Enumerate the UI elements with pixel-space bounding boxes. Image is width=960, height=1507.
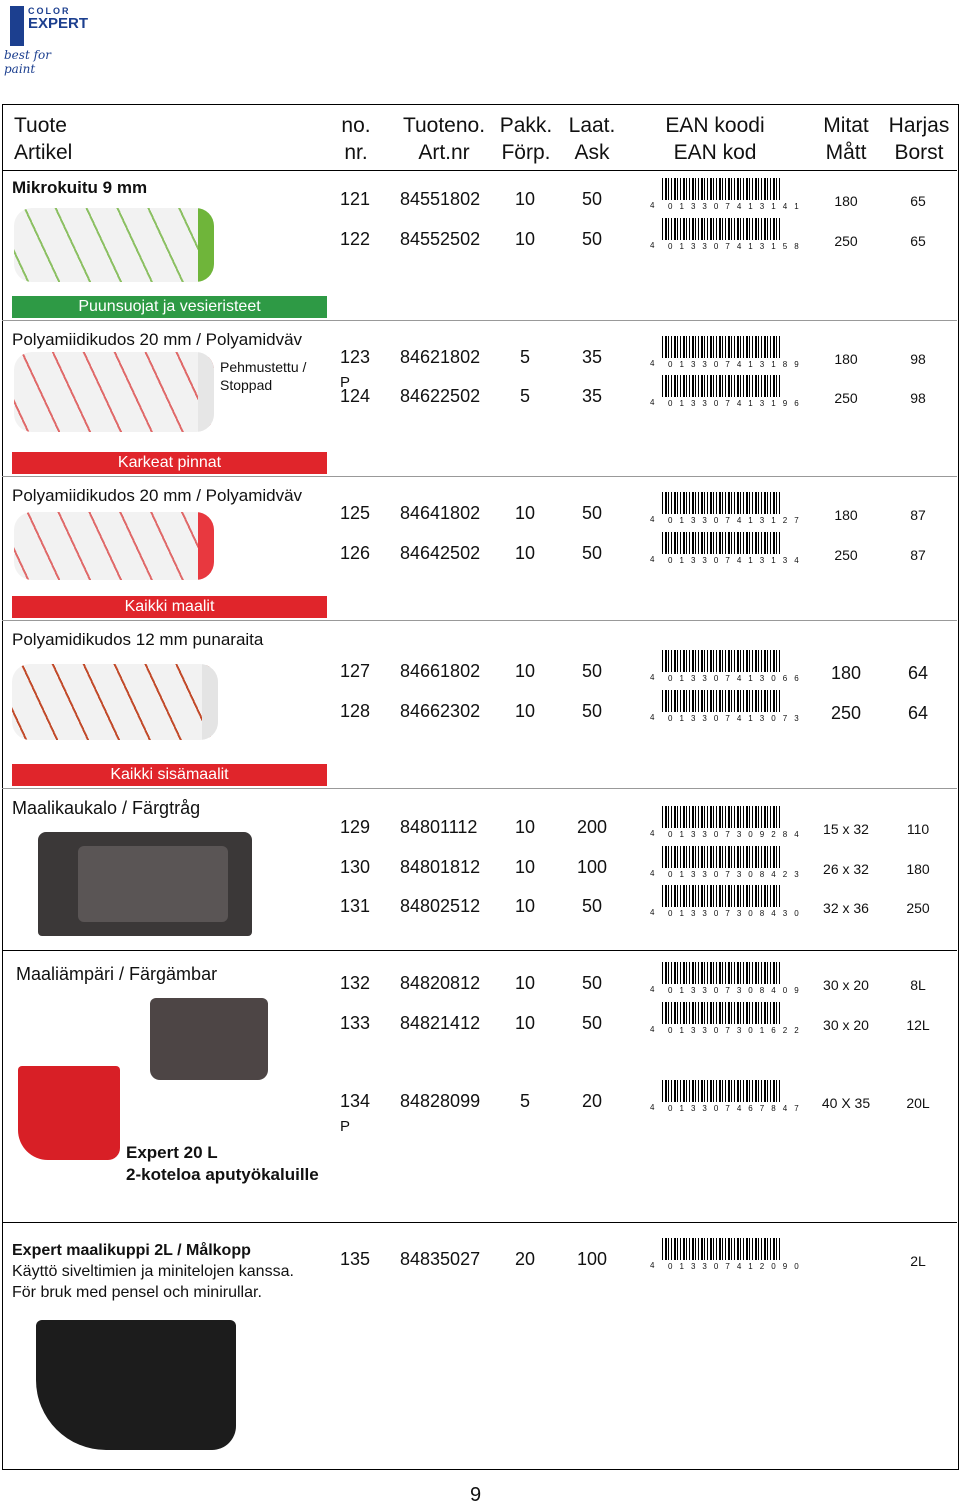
pack-quantity: 10 — [514, 973, 536, 993]
bristle-value: 110 — [906, 821, 930, 837]
dimension: 250 — [830, 703, 862, 723]
row-divider — [2, 476, 957, 477]
ean-first-digit: 4 — [650, 908, 655, 917]
header-ean: EAN koodi EAN kod — [665, 114, 765, 164]
ean-barcode — [650, 650, 802, 684]
row-number: 131 — [340, 896, 371, 916]
ean-digits: 0 1 3 3 0 7 4 1 3 1 2 7 — [668, 516, 802, 525]
row-number: 133 — [340, 1013, 371, 1033]
box-quantity: 50 — [581, 229, 603, 249]
dimension: 250 — [834, 233, 858, 249]
product-title: Maalikaukalo / Färgtråg — [12, 798, 201, 818]
logo-color-text: COLOR — [28, 6, 71, 16]
barcode-icon — [662, 885, 782, 907]
box-quantity: 50 — [581, 1013, 603, 1033]
box-quantity: 50 — [581, 896, 603, 916]
ean-barcode — [650, 962, 802, 996]
paint-bucket-icon — [18, 1066, 120, 1160]
dimension: 32 x 36 — [823, 900, 869, 916]
article-number: 84801112 — [400, 817, 478, 837]
pack-quantity: 5 — [519, 1091, 530, 1111]
barcode-icon — [662, 218, 782, 240]
ean-digits: 0 1 3 3 0 7 4 1 3 1 4 1 — [668, 202, 802, 211]
row-number: 125 — [340, 503, 371, 523]
article-number: 84662302 — [400, 701, 481, 721]
row-number: 122 — [340, 229, 371, 249]
article-number: 84551802 — [400, 189, 481, 209]
ean-digits: 0 1 3 3 0 7 4 1 3 1 3 4 — [668, 556, 802, 565]
barcode-icon — [662, 806, 782, 828]
ean-digits: 0 1 3 3 0 7 3 0 8 4 2 3 — [668, 870, 802, 879]
article-number: 84552502 — [400, 229, 481, 249]
ean-barcode — [650, 492, 802, 526]
expert-logo — [4, 4, 89, 76]
row-number: 127 — [340, 661, 371, 681]
paint-tray-icon — [38, 832, 252, 936]
article-number: 84828099 — [400, 1091, 481, 1111]
article-number: 84621802 — [400, 347, 481, 367]
box-quantity: 100 — [576, 1249, 608, 1269]
bristle-value: 98 — [910, 351, 926, 367]
header-harjas: Harjas Borst — [888, 114, 950, 164]
article-number: 84821412 — [400, 1013, 481, 1033]
paint-cup-icon — [36, 1320, 236, 1450]
dimension: 180 — [834, 351, 858, 367]
category-band: Puunsuojat ja vesieristeet — [12, 296, 327, 318]
header-tuote: Tuote Artikel — [14, 114, 73, 164]
box-quantity: 50 — [581, 701, 603, 721]
barcode-icon — [662, 962, 782, 984]
paint-roller-icon — [12, 664, 218, 740]
pack-quantity: 20 — [514, 1249, 536, 1269]
row-number: 129 — [340, 817, 371, 837]
pack-quantity: 10 — [514, 817, 536, 837]
ean-digits: 0 1 3 3 0 7 4 1 3 1 9 6 — [668, 399, 802, 408]
bristle-value: 98 — [910, 390, 926, 406]
paint-roller-icon — [14, 352, 214, 432]
row-number: 128 — [340, 701, 371, 721]
bristle-value: 87 — [910, 547, 926, 563]
pack-quantity: 10 — [514, 543, 536, 563]
box-quantity: 100 — [576, 857, 608, 877]
bristle-value: 65 — [910, 233, 926, 249]
row-number: 126 — [340, 543, 371, 563]
ean-digits: 0 1 3 3 0 7 4 1 3 1 8 9 — [668, 360, 802, 369]
row-number: 130 — [340, 857, 371, 877]
barcode-icon — [662, 492, 782, 514]
ean-barcode — [650, 1080, 802, 1114]
article-number: 84642502 — [400, 543, 481, 563]
row-number: 124 — [340, 386, 371, 406]
logo-e-mark-icon — [10, 6, 24, 46]
box-quantity: 50 — [581, 503, 603, 523]
ean-first-digit: 4 — [650, 869, 655, 878]
ean-digits: 0 1 3 3 0 7 4 1 3 0 6 6 — [668, 674, 802, 683]
bristle-value: 180 — [906, 861, 930, 877]
ean-first-digit: 4 — [650, 673, 655, 682]
row-divider — [2, 950, 957, 951]
ean-barcode — [650, 1002, 802, 1036]
barcode-icon — [662, 650, 782, 672]
ean-barcode — [650, 218, 802, 252]
box-quantity: 50 — [581, 543, 603, 563]
pack-quantity: 10 — [514, 503, 536, 523]
box-quantity: 50 — [581, 189, 603, 209]
ean-first-digit: 4 — [650, 555, 655, 564]
article-number: 84622502 — [400, 386, 481, 406]
dimension: 15 x 32 — [823, 821, 869, 837]
barcode-icon — [662, 532, 782, 554]
bristle-value: 64 — [907, 663, 929, 683]
dimension: 26 x 32 — [823, 861, 869, 877]
ean-barcode — [650, 375, 802, 409]
bristle-value: 87 — [910, 507, 926, 523]
row-number: 121 — [340, 189, 371, 209]
ean-digits: 0 1 3 3 0 7 3 0 9 2 8 4 — [668, 830, 802, 839]
row-number: 132 — [340, 973, 371, 993]
paint-bucket-icon — [150, 998, 268, 1080]
bristle-value: 20L — [906, 1095, 930, 1111]
ean-barcode — [650, 690, 802, 724]
dimension: 40 X 35 — [821, 1095, 871, 1111]
product-description: Expert maalikuppi 2L / Målkopp Käyttö siveltimien ja minitelojen kanssa. För bruk med pensel och minirullar. — [12, 1242, 294, 1301]
ean-first-digit: 4 — [650, 1025, 655, 1034]
box-quantity: 50 — [581, 973, 603, 993]
box-quantity: 35 — [581, 347, 603, 367]
barcode-icon — [662, 1002, 782, 1024]
ean-barcode — [650, 885, 802, 919]
pack-quantity: 10 — [514, 896, 536, 916]
ean-barcode — [650, 806, 802, 840]
header-pakk: Pakk. Förp. — [499, 114, 553, 164]
box-quantity: 50 — [581, 661, 603, 681]
pallet-suffix: P — [340, 374, 351, 391]
box-quantity: 35 — [581, 386, 603, 406]
row-divider — [2, 620, 957, 621]
article-number: 84661802 — [400, 661, 481, 681]
logo-expert-text: EXPERT — [28, 15, 89, 32]
category-band: Kaikki sisämaalit — [12, 764, 327, 786]
article-number: 84835027 — [400, 1249, 481, 1269]
category-band: Karkeat pinnat — [12, 452, 327, 474]
header-no: no. nr. — [341, 114, 371, 164]
pallet-suffix: P — [340, 1118, 351, 1135]
paint-roller-icon — [14, 512, 214, 580]
ean-barcode — [650, 532, 802, 566]
ean-digits: 0 1 3 3 0 7 3 0 8 4 0 9 — [668, 986, 802, 995]
ean-digits: 0 1 3 3 0 7 4 1 3 1 5 8 — [668, 242, 802, 251]
product-title: Maaliämpäri / Färgämbar — [16, 964, 218, 984]
header-tuoteno: Tuoteno. Art.nr — [402, 114, 486, 164]
row-divider — [2, 788, 957, 789]
dimension: 30 x 20 — [823, 1017, 869, 1033]
header-divider — [2, 170, 957, 171]
ean-barcode — [650, 846, 802, 880]
pack-quantity: 10 — [514, 229, 536, 249]
product-title: Polyamiidikudos 20 mm / Polyamidväv — [12, 486, 303, 505]
article-number: 84801812 — [400, 857, 481, 877]
dimension: 180 — [830, 663, 862, 683]
bristle-value: 64 — [907, 703, 929, 723]
paint-roller-icon — [14, 208, 214, 282]
dimension: 180 — [834, 193, 858, 209]
ean-digits: 0 1 3 3 0 7 4 1 3 0 7 3 — [668, 714, 802, 723]
product-title: Polyamiidikudos 20 mm / Polyamidväv — [12, 330, 303, 349]
ean-first-digit: 4 — [650, 201, 655, 210]
bucket-caption: Expert 20 L 2-koteloa aputyökaluille — [126, 1143, 319, 1184]
bristle-value: 2L — [910, 1253, 926, 1269]
ean-first-digit: 4 — [650, 241, 655, 250]
product-title: Mikrokuitu 9 mm — [12, 178, 148, 197]
ean-first-digit: 4 — [650, 1103, 655, 1112]
bristle-value: 12L — [906, 1017, 930, 1033]
barcode-icon — [662, 1238, 782, 1260]
bristle-value: 8L — [910, 977, 926, 993]
row-number: 123 P — [340, 347, 371, 391]
pack-quantity: 10 — [514, 857, 536, 877]
header-laat: Laat. Ask — [568, 114, 616, 164]
pack-quantity: 10 — [514, 189, 536, 209]
article-number: 84820812 — [400, 973, 481, 993]
ean-barcode — [650, 1238, 802, 1272]
box-quantity: 200 — [576, 817, 608, 837]
logo-tagline: best for paint — [4, 48, 51, 76]
pack-quantity: 10 — [514, 701, 536, 721]
product-title: Polyamidikudos 12 mm punaraita — [12, 630, 264, 649]
category-band: Kaikki maalit — [12, 596, 327, 618]
ean-first-digit: 4 — [650, 398, 655, 407]
ean-first-digit: 4 — [650, 713, 655, 722]
pack-quantity: 5 — [519, 347, 530, 367]
ean-digits: 0 1 3 3 0 7 3 0 1 6 2 2 — [668, 1026, 802, 1035]
product-note: Pehmustettu / Stoppad — [220, 359, 307, 393]
row-number: 134 P — [340, 1091, 371, 1135]
ean-digits: 0 1 3 3 0 7 4 6 7 8 4 7 — [668, 1104, 802, 1113]
ean-barcode — [650, 178, 802, 212]
barcode-icon — [662, 1080, 782, 1102]
barcode-icon — [662, 846, 782, 868]
header-mitat: Mitat Mått — [823, 114, 869, 164]
barcode-icon — [662, 690, 782, 712]
barcode-icon — [662, 336, 782, 358]
row-divider — [2, 320, 957, 321]
dimension: 30 x 20 — [823, 977, 869, 993]
pack-quantity: 5 — [519, 386, 530, 406]
barcode-icon — [662, 178, 782, 200]
ean-digits: 0 1 3 3 0 7 3 0 8 4 3 0 — [668, 909, 802, 918]
ean-barcode — [650, 336, 802, 370]
article-number: 84802512 — [400, 896, 481, 916]
ean-first-digit: 4 — [650, 829, 655, 838]
row-divider — [2, 1222, 957, 1223]
page-number: 9 — [470, 1484, 482, 1506]
bristle-value: 250 — [906, 900, 930, 916]
dimension: 180 — [834, 507, 858, 523]
ean-first-digit: 4 — [650, 359, 655, 368]
box-quantity: 20 — [581, 1091, 603, 1111]
pack-quantity: 10 — [514, 661, 536, 681]
ean-first-digit: 4 — [650, 985, 655, 994]
dimension: 250 — [834, 547, 858, 563]
ean-digits: 0 1 3 3 0 7 4 1 2 0 9 0 — [668, 1262, 802, 1271]
ean-first-digit: 4 — [650, 515, 655, 524]
row-number: 135 — [340, 1249, 371, 1269]
barcode-icon — [662, 375, 782, 397]
article-number: 84641802 — [400, 503, 481, 523]
bristle-value: 65 — [910, 193, 926, 209]
pack-quantity: 10 — [514, 1013, 536, 1033]
ean-first-digit: 4 — [650, 1261, 655, 1270]
dimension: 250 — [834, 390, 858, 406]
